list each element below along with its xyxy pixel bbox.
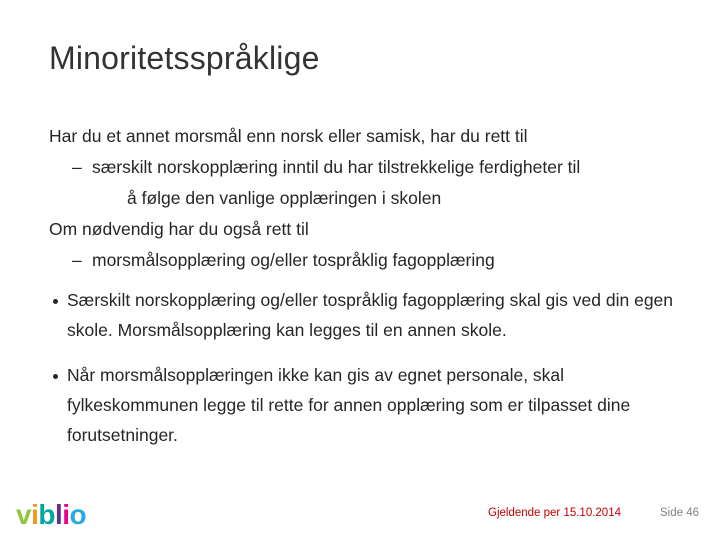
footer-date: Gjeldende per 15.10.2014 <box>488 507 621 519</box>
intro-line-2: Om nødvendig har du også rett til <box>49 219 309 239</box>
dash-marker: – <box>72 157 82 177</box>
logo-letter: i <box>62 499 70 530</box>
slide-body <box>49 121 699 465</box>
bullet-list <box>49 285 699 450</box>
logo-letter: o <box>69 499 87 530</box>
bullet-text: Særskilt norskopplæring og/eller tospråklig fagopplæring skal gis ved din egen skole. Morsmålsopplæring kan legges til en annen skole. <box>67 290 674 340</box>
sub-item-1-line-2: å følge den vanlige opplæringen i skolen <box>127 188 442 208</box>
logo-letter: i <box>31 499 39 530</box>
sub-item-2 <box>49 245 699 276</box>
slide-title: Minoritetsspråklige <box>49 40 320 76</box>
logo-letter: v <box>16 499 32 530</box>
bullet-dot-icon <box>53 374 58 379</box>
bullet-item <box>49 360 699 450</box>
viblio-logo <box>16 497 86 533</box>
bullet-text: Når morsmålsopplæringen ikke kan gis av egnet personale, skal fylkeskommunen legge til rette for annen opplæring som er tilpasset dine forutsetninger. <box>67 365 631 445</box>
logo-letter: b <box>38 499 55 530</box>
sub-item-1-line-1: særskilt norskopplæring inntil du har tilstrekkelige ferdigheter til <box>92 157 581 177</box>
page-number: Side 46 <box>660 507 700 519</box>
logo-letter: l <box>54 499 63 530</box>
bullet-dot-icon <box>53 299 58 304</box>
sub-item-1 <box>49 152 699 183</box>
bullet-item <box>49 285 699 345</box>
sub-item-2-line-1: morsmålsopplæring og/eller tospråklig fagopplæring <box>92 250 495 270</box>
intro-line-1: Har du et annet morsmål enn norsk eller samisk, har du rett til <box>49 126 528 146</box>
dash-marker: – <box>72 250 82 270</box>
